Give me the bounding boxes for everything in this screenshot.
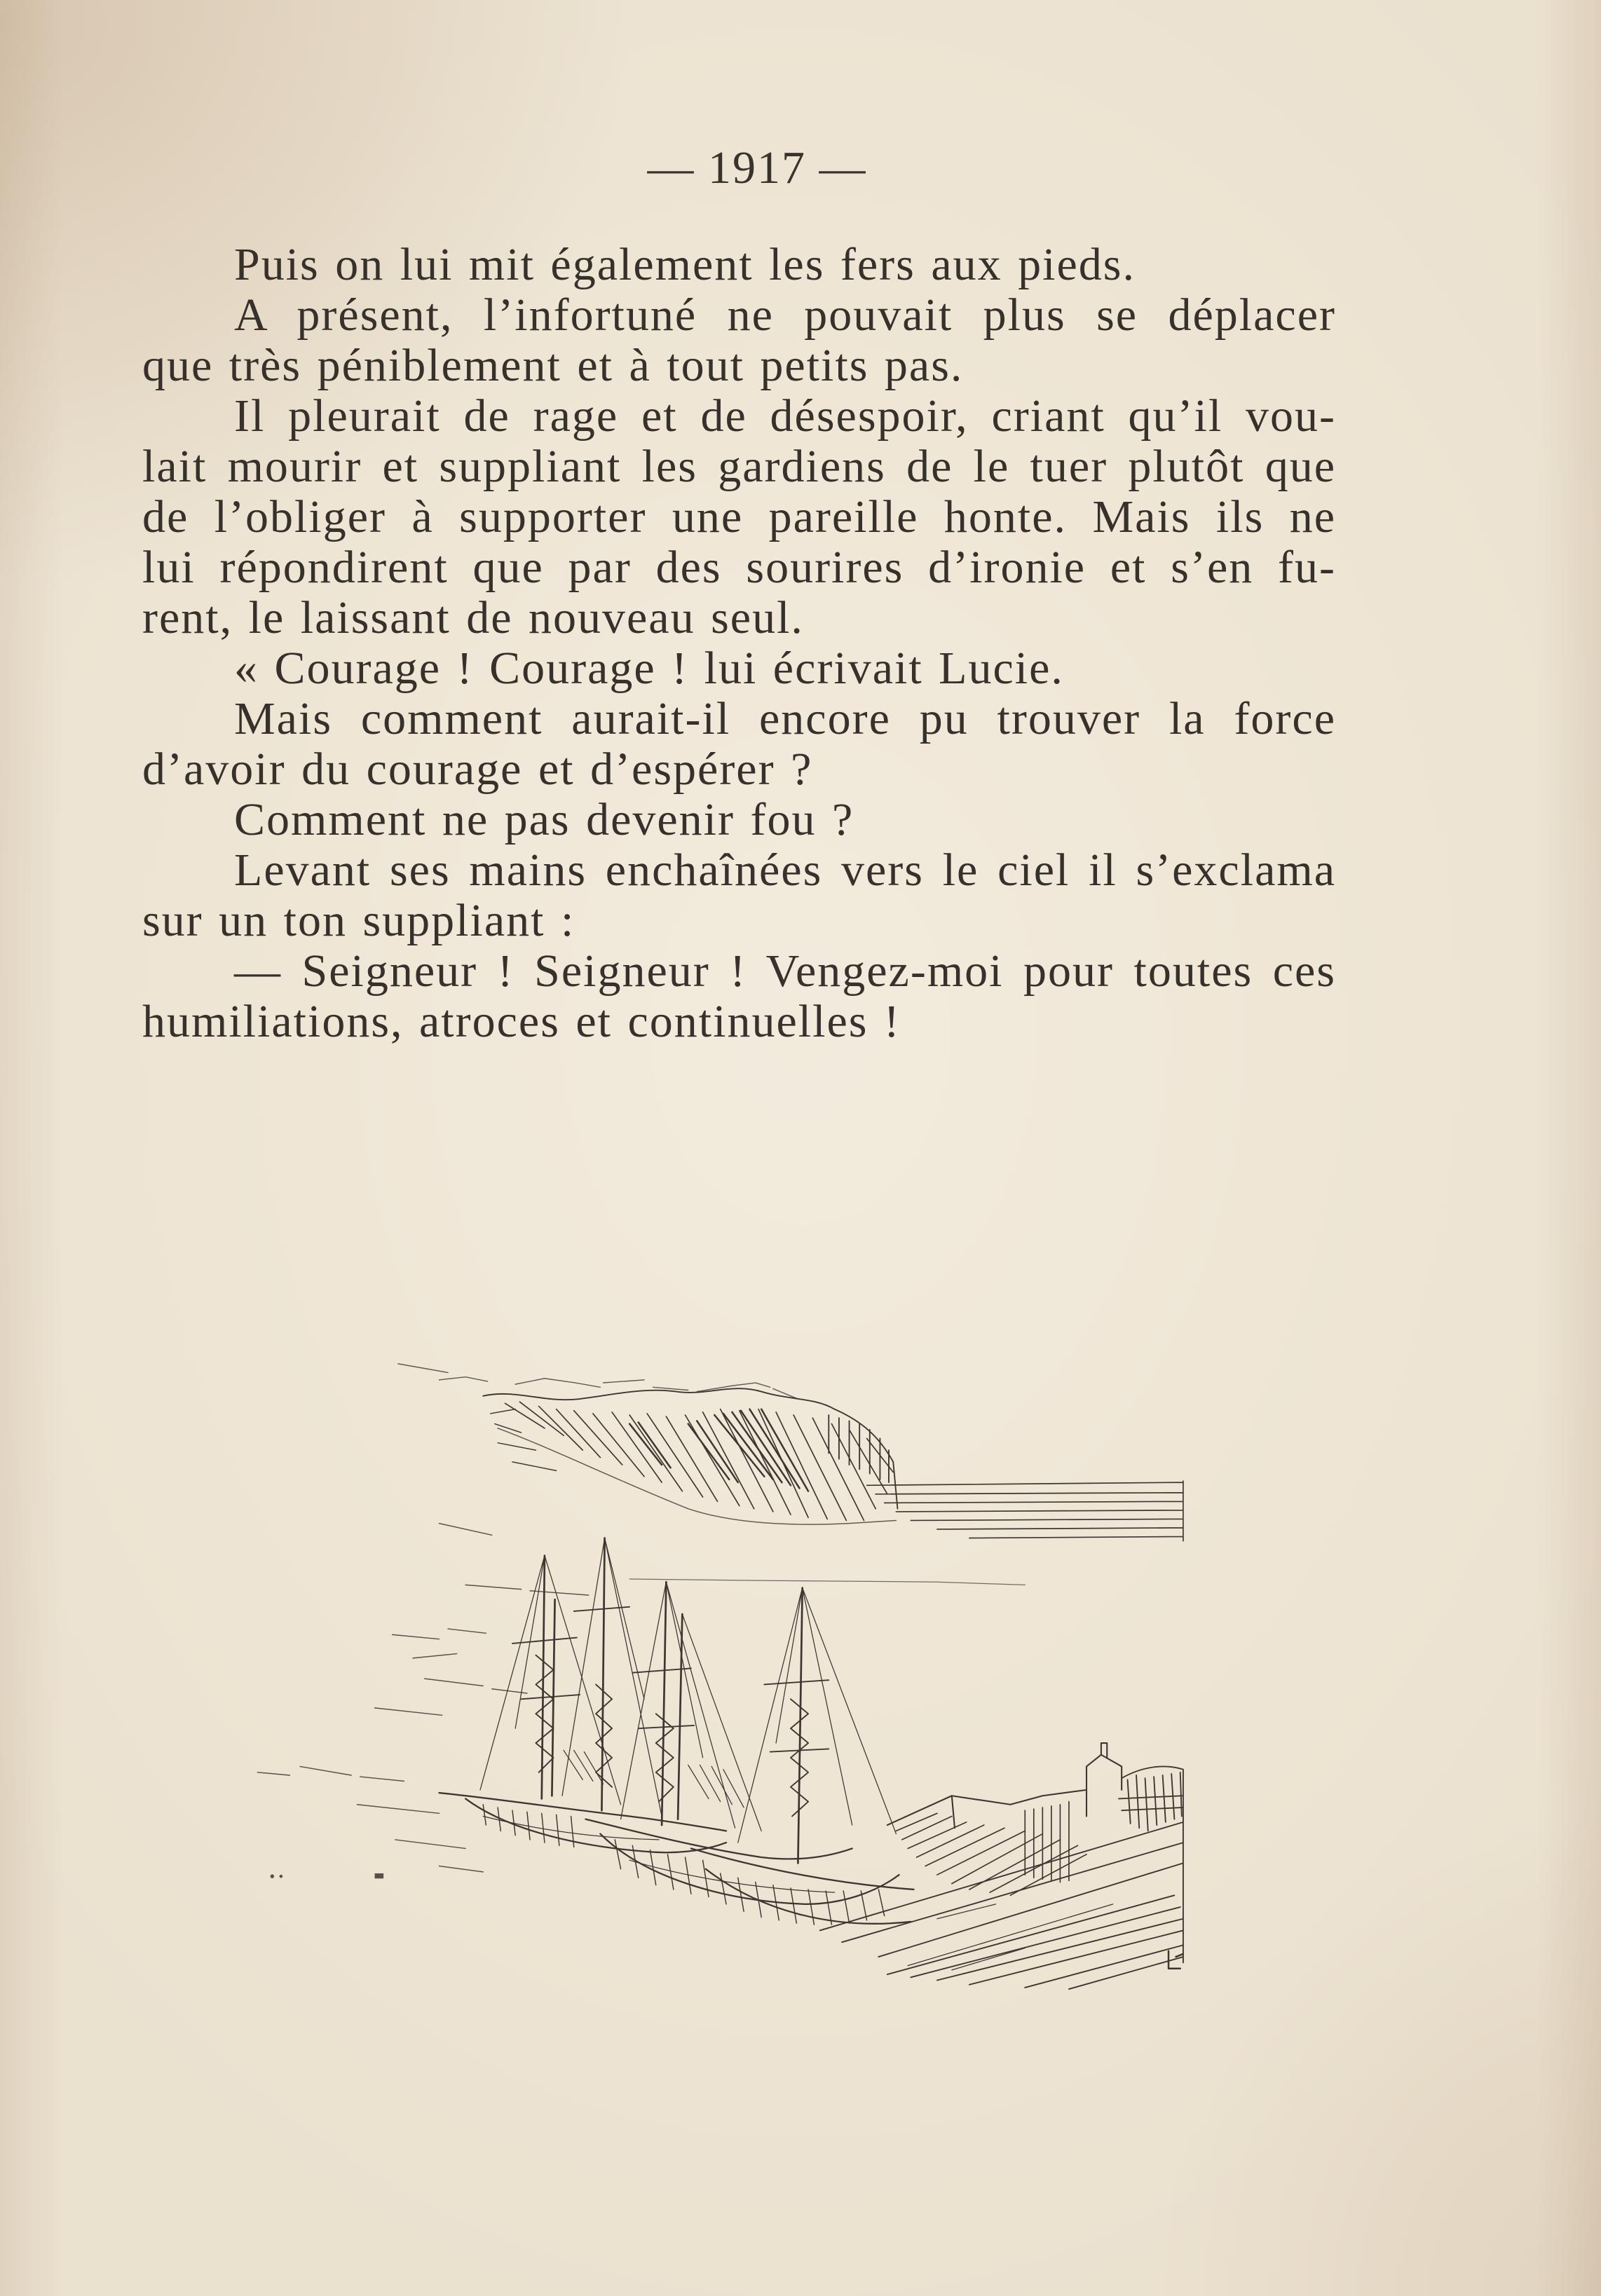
text-line: Mais comment aurait-il encore pu trouver la force [234, 693, 1336, 744]
text-line: lui répondirent que par des sourires d’ironie et s’en fu- [142, 542, 1336, 593]
text-line: sur un ton suppliant : [142, 895, 575, 946]
text-line: que très péniblement et à tout petits pas. [142, 340, 964, 391]
cliffs [483, 1388, 897, 1524]
page-number-header: — 1917 — [647, 142, 867, 193]
paragraph [142, 694, 1336, 795]
text-line: — Seigneur ! Seigneur ! Vengez-moi pour toutes ces [234, 945, 1336, 997]
text-line: lait mourir et suppliant les gardiens de le tuer plutôt que [142, 441, 1336, 492]
text-line: A présent, l’infortuné ne pouvait plus se déplacer [234, 289, 1336, 341]
shore-foreground [820, 1822, 1183, 1989]
body-text [142, 240, 1336, 1047]
text-line: de l’obliger à supporter une pareille honte. Mais ils ne [142, 491, 1336, 542]
paragraph [142, 643, 1336, 694]
paragraph [142, 946, 1336, 1047]
text-line: rent, le laissant de nouveau seul. [142, 592, 804, 643]
paragraph [142, 845, 1336, 946]
sky-strokes [398, 1364, 798, 1399]
text-line: Puis on lui mit également les fers aux pieds. [234, 239, 1136, 290]
paragraph [142, 391, 1336, 643]
paragraph [142, 795, 1336, 845]
sea-horizon [629, 1481, 1183, 1585]
text-line: Il pleurait de rage et de désespoir, criant qu’il vou- [234, 390, 1336, 442]
paragraph [142, 240, 1336, 290]
paragraph [142, 290, 1336, 391]
sailboats [440, 1538, 914, 1925]
harbor-illustration [234, 1333, 1201, 2021]
text-line: humiliations, atroces et continuelles ! [142, 996, 901, 1047]
text-line: « Courage ! Courage ! lui écrivait Lucie. [234, 643, 1064, 694]
text-line: Comment ne pas devenir fou ? [234, 794, 854, 845]
text-line: d’avoir du courage et d’espérer ? [142, 744, 813, 795]
text-line: Levant ses mains enchaînées vers le ciel il s’exclama [234, 845, 1336, 896]
